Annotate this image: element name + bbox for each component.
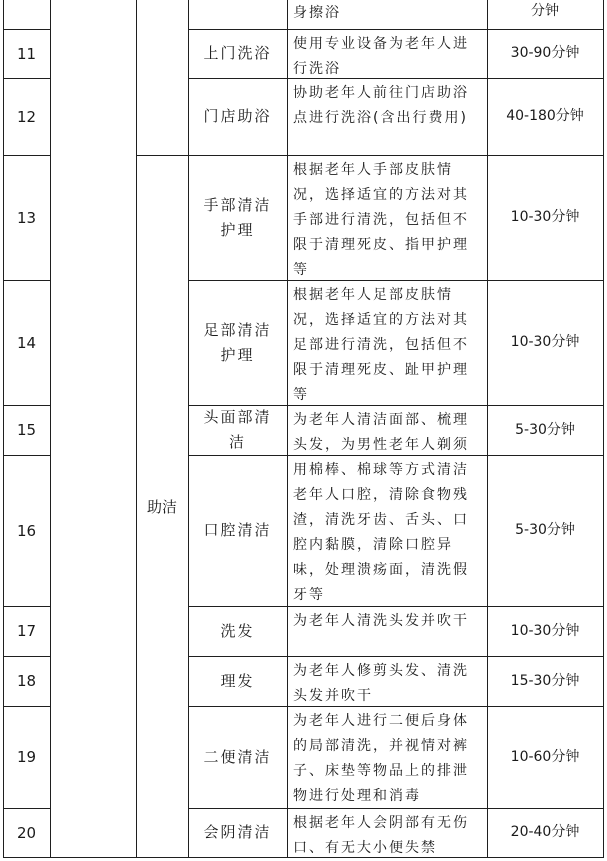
duration-cell: 15-30分钟	[510, 672, 580, 689]
table-rule-horizontal	[188, 808, 604, 809]
table-rule-horizontal	[188, 706, 604, 707]
table-rule-horizontal	[3, 656, 51, 657]
service-description-cell: 使用专业设备为老年人进行洗浴	[293, 36, 469, 77]
table-rule-vertical	[603, 0, 604, 857]
duration-cell: 5-30分钟	[515, 421, 575, 438]
table-rule-horizontal	[188, 280, 604, 281]
service-item-cell: 手部清洁护理	[203, 195, 272, 239]
duration-cell: 分钟	[531, 3, 559, 19]
row-number-cell: 16	[16, 521, 37, 540]
table-rule-horizontal	[188, 656, 604, 657]
table-rule-horizontal	[188, 78, 604, 79]
service-item-cell: 洗发	[220, 621, 255, 640]
service-item-cell: 头面部清洁	[203, 408, 272, 451]
table-rule-horizontal	[188, 405, 604, 406]
duration-cell: 10-30分钟	[510, 334, 580, 350]
row-number-cell: 11	[16, 44, 37, 63]
service-item-cell: 上门洗浴	[203, 44, 272, 62]
table-rule-horizontal	[3, 155, 51, 156]
service-description-cell: 为老年人进行二便后身体的局部清洗，并视情对裤子、床垫等物品上的排泄物进行处理和消毒	[293, 713, 469, 804]
table-rule-horizontal	[3, 29, 51, 30]
service-description-cell: 身擦浴	[293, 5, 341, 21]
row-number-cell: 14	[16, 333, 37, 352]
duration-cell: 10-60分钟	[510, 748, 580, 765]
table-rule-horizontal	[188, 29, 604, 30]
duration-cell: 10-30分钟	[510, 622, 580, 639]
row-number-cell: 12	[16, 107, 37, 126]
service-description-cell: 为老年人清洁面部、梳理头发，为男性老年人剃须	[293, 412, 469, 453]
table-rule-vertical	[188, 0, 189, 857]
row-number-cell: 18	[16, 672, 37, 690]
duration-cell: 30-90分钟	[510, 45, 580, 61]
table-rule-vertical	[487, 0, 488, 857]
duration-cell: 40-180分钟	[506, 108, 584, 124]
service-item-cell: 门店助浴	[203, 107, 272, 125]
table-rule-vertical	[287, 0, 288, 857]
category-cell: 助洁	[146, 497, 177, 516]
table-rule-vertical	[3, 0, 4, 857]
service-item-cell	[188, 0, 287, 29]
table-rule-horizontal	[3, 857, 604, 858]
service-description-cell: 为老年人清洗头发并吹干	[293, 613, 469, 629]
service-description-cell: 根据老年人会阴部有无伤口、有无大小便失禁	[293, 815, 469, 856]
duration-cell: 10-30分钟	[510, 209, 580, 225]
service-description-cell: 用棉棒、棉球等方式清洁老年人口腔，清除食物残渣，清洗牙齿、舌头、口腔内黏膜，清除口腔异味，处理溃疡面，清洗假牙等	[293, 462, 469, 603]
service-description-cell: 根据老年人手部皮肤情况，选择适宜的方法对其手部进行清洗，包括但不限于清理死皮、指甲护理等	[293, 162, 469, 278]
service-description-cell: 协助老年人前往门店助浴点进行洗浴(含出行费用)	[293, 85, 469, 126]
table-rule-horizontal	[3, 808, 51, 809]
service-description-cell: 根据老年人足部皮肤情况，选择适宜的方法对其足部进行清洗，包括但不限于清理死皮、趾甲护理等	[293, 287, 469, 403]
duration-cell: 5-30分钟	[515, 522, 575, 538]
service-description-cell: 为老年人修剪头发、清洗头发并吹干	[293, 663, 469, 704]
table-rule-vertical	[50, 0, 51, 857]
row-number-cell: 19	[16, 748, 37, 766]
table-rule-vertical	[136, 0, 137, 857]
table-rule-horizontal	[3, 78, 51, 79]
table-rule-horizontal	[3, 606, 51, 607]
row-number-cell: 13	[16, 208, 37, 227]
row-number-cell	[3, 0, 50, 29]
table-rule-horizontal	[3, 455, 51, 456]
service-item-cell: 会阴清洁	[203, 823, 272, 841]
row-number-cell: 20	[16, 823, 37, 842]
table-rule-horizontal	[188, 455, 604, 456]
table-rule-horizontal	[3, 280, 51, 281]
row-number-cell: 15	[16, 421, 37, 439]
service-item-cell: 足部清洁护理	[203, 320, 272, 364]
duration-cell: 20-40分钟	[510, 824, 580, 840]
table-rule-horizontal	[3, 405, 51, 406]
table-rule-horizontal	[136, 155, 604, 156]
table-rule-horizontal	[3, 706, 51, 707]
service-item-cell: 理发	[220, 671, 255, 690]
service-item-cell: 口腔清洁	[203, 521, 272, 539]
row-number-cell: 17	[16, 622, 37, 640]
table-rule-horizontal	[188, 606, 604, 607]
service-item-cell: 二便清洁	[203, 747, 272, 766]
